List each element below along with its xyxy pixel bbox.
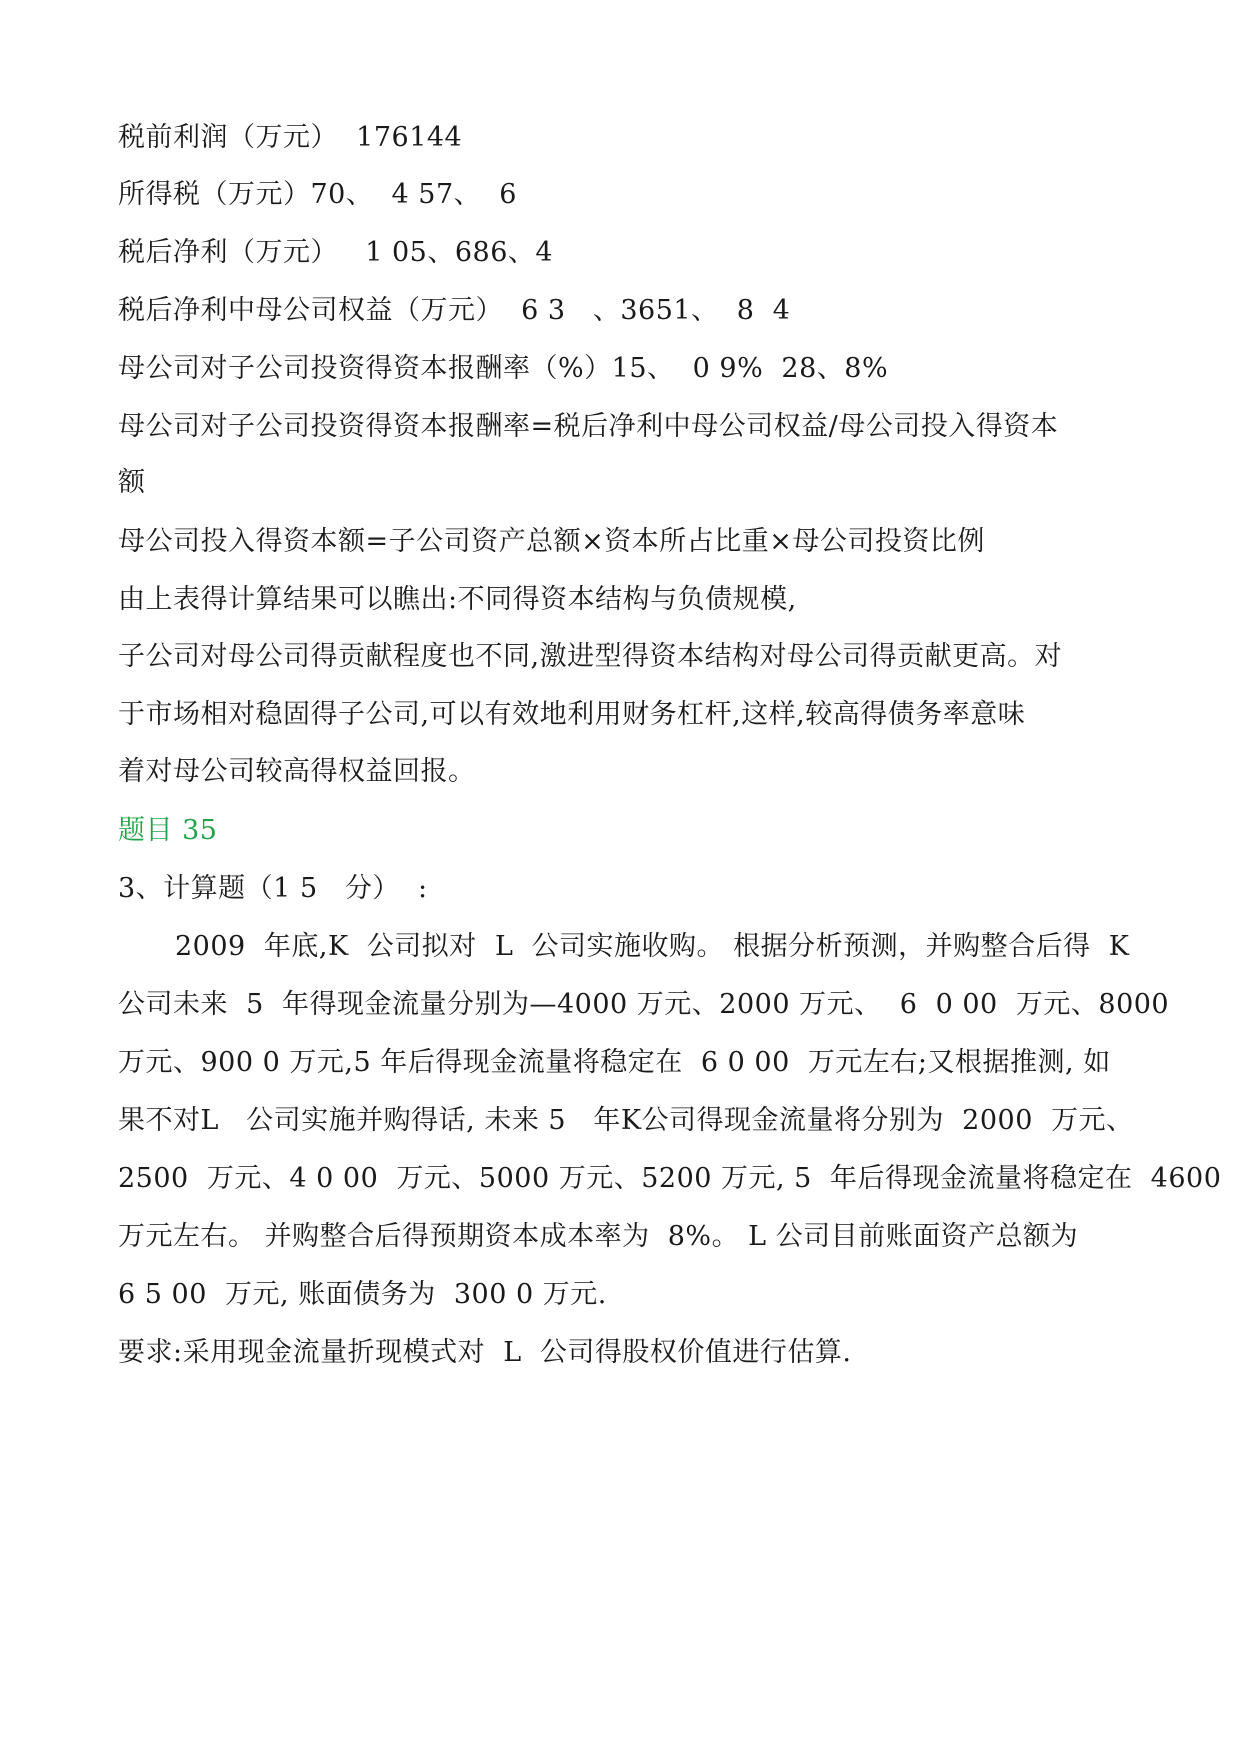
conclusion-line-3: 于市场相对稳固得子公司,可以有效地利用财务杠杆,这样,较高得债务率意味 [118, 699, 1026, 730]
problem-line-1: 2009 年底,K 公司拟对 L 公司实施收购。 根据分析预测，并购整合后得 K [175, 931, 1130, 962]
return-rate-line: 母公司对子公司投资得资本报酬率（%）15、 0 9% 28、8% [118, 353, 889, 384]
net-profit-line: 税后净利（万元） 1 05、686、4 [118, 237, 554, 268]
conclusion-line-2: 子公司对母公司得贡献程度也不同,激进型得资本结构对母公司得贡献更高。对 [118, 641, 1063, 672]
parent-equity-line: 税后净利中母公司权益（万元） 6 3 、3651、 8 4 [118, 295, 791, 326]
problem-line-4: 果不对L 公司实施并购得话, 未来 5 年K公司得现金流量将分别为 2000 万元、 [118, 1105, 1134, 1136]
requirement-line: 要求:采用现金流量折现模式对 L 公司得股权价值进行估算. [118, 1337, 852, 1368]
conclusion-line-4: 着对母公司较高得权益回报。 [118, 756, 476, 787]
question-heading: 题目 35 [118, 815, 218, 846]
income-tax-line: 所得税（万元）70、 4 57、 6 [118, 179, 517, 210]
pretax-profit-line: 税前利润（万元） 176144 [118, 122, 463, 153]
capital-formula-line: 母公司投入得资本额=子公司资产总额×资本所占比重×母公司投资比例 [118, 526, 985, 557]
return-rate-formula-line: 母公司对子公司投资得资本报酬率=税后净利中母公司权益/母公司投入得资本 [118, 411, 1059, 442]
problem-line-5: 2500 万元、4 0 00 万元、5000 万元、5200 万元, 5 年后得现金流量将稳定在 4600 [118, 1163, 1222, 1194]
problem-line-2: 公司未来 5 年得现金流量分别为—4000 万元、2000 万元、 6 0 00 万元、8000 [118, 989, 1170, 1020]
return-rate-formula-continued: 额 [118, 467, 146, 498]
problem-line-6: 万元左右。 并购整合后得预期资本成本率为 8%。 L 公司目前账面资产总额为 [118, 1221, 1079, 1252]
problem-line-3: 万元、900 0 万元,5 年后得现金流量将稳定在 6 0 00 万元左右;又根据推测, 如 [118, 1047, 1111, 1078]
problem-line-7: 6 5 00 万元, 账面债务为 300 0 万元. [118, 1279, 607, 1310]
calculation-title: 3、计算题（1 5 分） : [118, 873, 428, 904]
conclusion-line-1: 由上表得计算结果可以瞧出:不同得资本结构与负债规模, [118, 584, 797, 615]
